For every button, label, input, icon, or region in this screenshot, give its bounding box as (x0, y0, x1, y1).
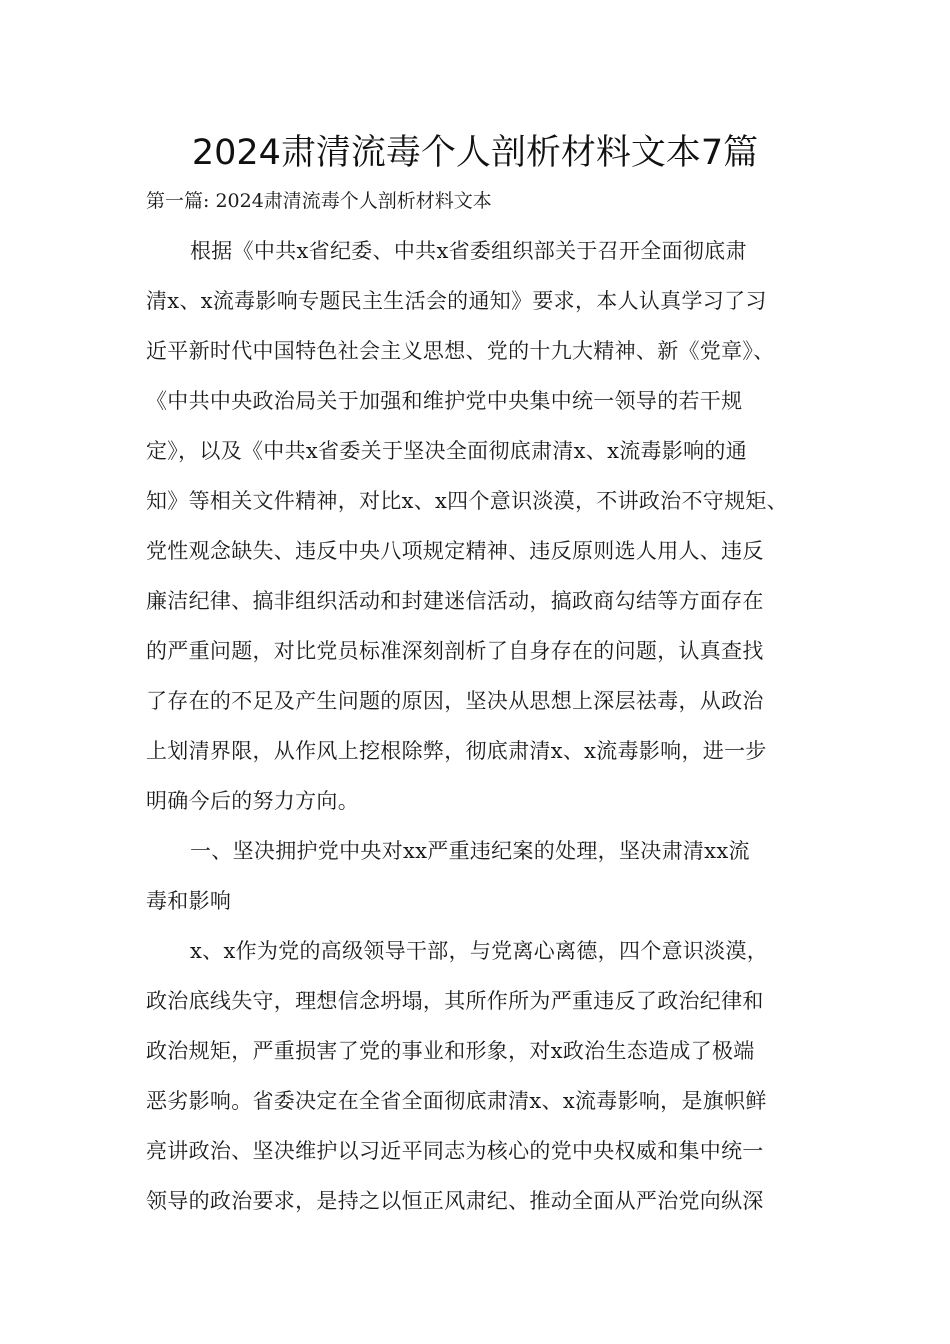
section-heading-line: 一、坚决拥护党中央对xx严重违纪案的处理，坚决肃清xx流 (190, 839, 750, 863)
document-title: 2024肃清流毒个人剖析材料文本7篇 (191, 133, 759, 173)
paragraph-line: 政治规矩，严重损害了党的事业和形象，对x政治生态造成了极端 (146, 1039, 755, 1063)
paragraph-line: 《中共中央政治局关于加强和维护党中央集中统一领导的若干规 (146, 389, 743, 413)
paragraph-line: 廉洁纪律、搞非组织活动和封建迷信活动，搞政商勾结等方面存在 (146, 589, 764, 613)
paragraph-line: 上划清界限，从作风上挖根除弊，彻底肃清x、x流毒影响，进一步 (146, 739, 767, 763)
paragraph-line: 知》等相关文件精神，对比x、x四个意识淡漠，不讲政治不守规矩、 (146, 489, 788, 513)
section-heading-line: 毒和影响 (146, 889, 232, 913)
section-heading: 第一篇: 2024肃清流毒个人剖析材料文本 (146, 190, 492, 212)
paragraph-line: 恶劣影响。省委决定在全省全面彻底肃清x、x流毒影响，是旗帜鲜 (146, 1089, 767, 1113)
paragraph-line: 明确今后的努力方向。 (146, 789, 359, 813)
paragraph-line: 亮讲政治、坚决维护以习近平同志为核心的党中央权威和集中统一 (146, 1139, 764, 1163)
paragraph-line: 政治底线失守，理想信念坍塌，其所作所为严重违反了政治纪律和 (146, 989, 764, 1013)
paragraph-line: 根据《中共x省纪委、中共x省委组织部关于召开全面彻底肃 (190, 239, 747, 263)
paragraph-line: 定》，以及《中共x省委关于坚决全面彻底肃清x、x流毒影响的通 (146, 439, 748, 463)
paragraph-line: 党性观念缺失、违反中央八项规定精神、违反原则选人用人、违反 (146, 539, 764, 563)
paragraph-line: 清x、x流毒影响专题民主生活会的通知》要求，本人认真学习了习 (146, 289, 767, 313)
paragraph-line: 近平新时代中国特色社会主义思想、党的十九大精神、新《党章》、 (146, 339, 775, 363)
paragraph-line: 的严重问题，对比党员标准深刻剖析了自身存在的问题，认真查找 (146, 639, 764, 663)
paragraph-line: 了存在的不足及产生问题的原因，坚决从思想上深层祛毒，从政治 (146, 689, 764, 713)
paragraph-line: 领导的政治要求，是持之以恒正风肃纪、推动全面从严治党向纵深 (146, 1189, 764, 1213)
paragraph-line: x、x作为党的高级领导干部，与党离心离德，四个意识淡漠， (190, 939, 769, 963)
